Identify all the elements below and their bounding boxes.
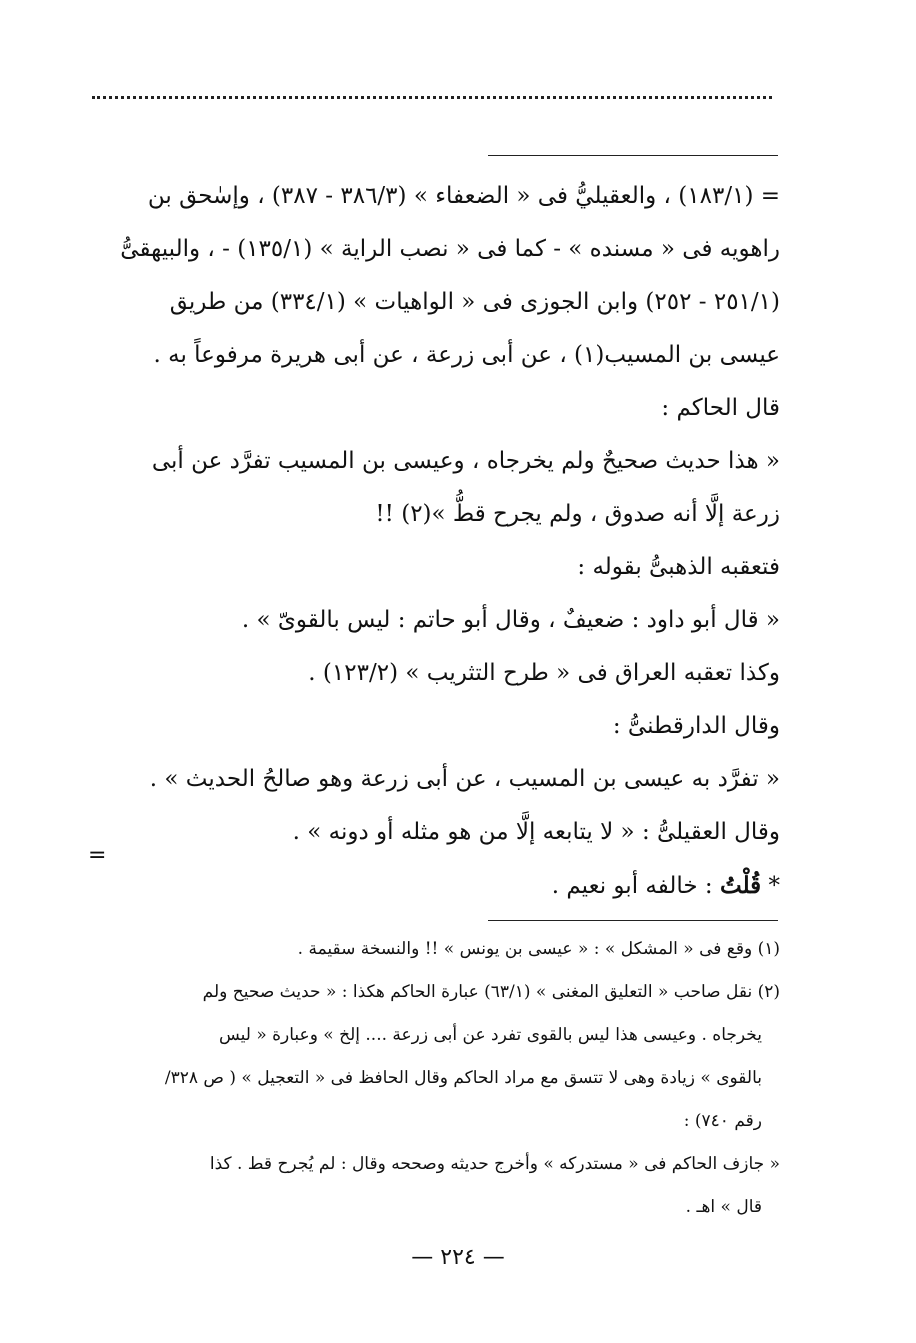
footnote-2-line-2: يخرجاه . وعيسى هذا ليس بالقوى تفرد عن أبى زرعة .... إلخ » وعبارة « ليس	[218, 1025, 762, 1045]
text-line-2: راهويه فى « مسنده » - كما فى « نصب الراية » (١٣٥/١) - ، والبيهقىُّ	[120, 236, 780, 262]
footnote-2-line-6: قال » اهـ .	[685, 1197, 762, 1217]
continuation-rule	[488, 155, 778, 156]
footnote-rule	[488, 920, 778, 921]
main-text	[80, 170, 780, 913]
qult-word: قُلْتُ	[719, 872, 762, 899]
text-line-5: قال الحاكم :	[661, 395, 780, 421]
text-line-8: فتعقبه الذهبىُّ بقوله :	[577, 554, 780, 580]
text-line-12: « تفرَّد به عيسى بن المسيب ، عن أبى زرعة وهو صالحُ الحديث » .	[149, 766, 780, 792]
qult-line	[80, 859, 780, 913]
text-line-11: وقال الدارقطنىُّ :	[612, 713, 780, 739]
text-line-6: « هذا حديث صحيحٌ ولم يخرجاه ، وعيسى بن المسيب تفرَّد عن أبى	[151, 448, 780, 474]
footnote-2-line-5: « جازف الحاكم فى « مستدركه » وأخرج حديثه وصححه وقال : لم يُجرح قط . كذا	[209, 1154, 780, 1174]
text-line-1: = (١٨٣/١) ، والعقيليُّ فى « الضعفاء » (٣٨٦/٣ - ٣٨٧) ، وإسٰحق بن	[147, 183, 780, 209]
qult-rest: : خالفه أبو نعيم .	[551, 873, 720, 899]
footnote-2-line-3: بالقوى » زيادة وهى لا تتسق مع مراد الحاكم وقال الحافظ فى « التعجيل » ( ص ٣٢٨/	[164, 1068, 762, 1088]
continuation-mark: =	[88, 843, 107, 868]
star-marker: *	[761, 873, 780, 899]
footnote-1: (١) وقع فى « المشكل » : « عيسى بن يونس » !! والنسخة سقيمة .	[297, 939, 780, 959]
page-number: — ٢٢٤ —	[411, 1245, 505, 1270]
footnotes	[80, 928, 780, 1229]
text-line-3: (٢٥١/١ - ٢٥٢) وابن الجوزى فى « الواهيات » (٣٣٤/١) من طريق	[169, 289, 780, 315]
footnote-2-line-1: (٢) نقل صاحب « التعليق المغنى » (٦٣/١) عبارة الحاكم هكذا : « حديث صحيح ولم	[202, 982, 780, 1002]
footnote-2-line-4: رقم ٧٤٠) :	[683, 1111, 762, 1131]
text-line-4: عيسى بن المسيب(١) ، عن أبى زرعة ، عن أبى هريرة مرفوعاً به .	[153, 342, 780, 368]
text-line-9: « قال أبو داود : ضعيفٌ ، وقال أبو حاتم : ليس بالقوىّ » .	[241, 607, 780, 633]
text-line-10: وكذا تعقبه العراق فى « طرح التثريب » (١٢٣/٢) .	[308, 660, 780, 686]
header-dotted-rule	[92, 96, 772, 99]
text-line-7: زرعة إلَّا أنه صدوق ، ولم يجرح قطُّ »(٢) !!	[375, 501, 780, 527]
text-line-13: وقال العقيلىُّ : « لا يتابعه إلَّا من هو مثله أو دونه » .	[292, 819, 780, 845]
